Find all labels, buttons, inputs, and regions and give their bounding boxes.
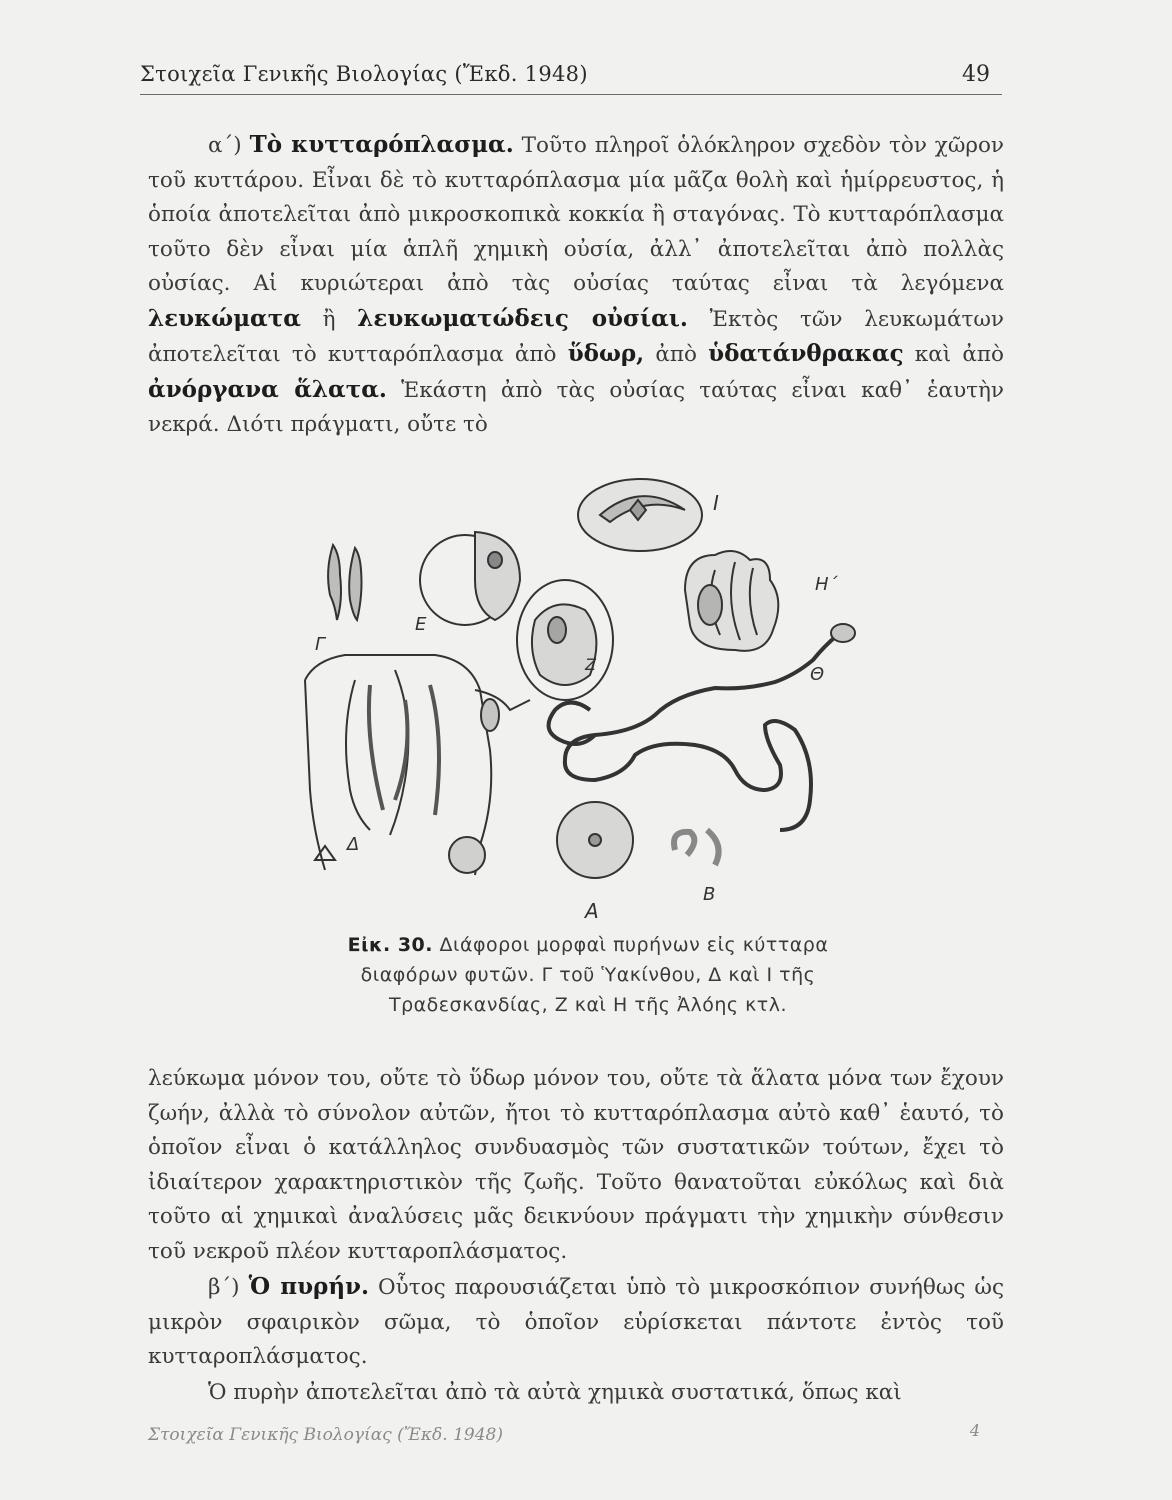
term-proteinaceous: λευκωματώδεις οὐσίαι. [357, 304, 688, 332]
section-b-text: Οὗτος παρουσιάζεται ὑπὸ τὸ μικροσκόπιον συνήθως ὡς μικρὸν σφαιρικὸν σῶμα, τὸ ὁποῖον εὑρίσκεται πάντοτε ἐντὸς τοῦ κυτταροπλάσματος. [148, 1275, 1004, 1369]
footer-title: Στοιχεῖα Γενικῆς Βιολογίας (Ἔκδ. 1948) [148, 1425, 503, 1445]
term-carbohydrates: ὑδατάνθρακας [708, 340, 904, 367]
paragraph-continuation [148, 1062, 1004, 1269]
section-a-heading: Τὸ κυτταρόπλασμα. [249, 131, 514, 158]
cell-H [685, 551, 839, 651]
figure-label-B: Β [703, 884, 716, 905]
signature-mark: 4 [969, 1421, 980, 1440]
term-water: ὕδωρ, [567, 340, 645, 367]
figure-nuclei-illustration [295, 470, 875, 925]
term-proteins: λευκώματα [148, 304, 301, 332]
last-paragraph-text: Ὁ πυρὴν ἀποτελεῖται ἀπὸ τὰ αὐτὰ χημικὰ συστατικά, ὅπως καὶ [208, 1380, 902, 1405]
cell-Delta [305, 655, 530, 875]
cell-Z [517, 580, 613, 700]
section-a-text-3: Ἐκτὸς τῶν λευκωμάτων ἀποτελεῖται τὸ κυτταρόπλασμα ἀπὸ [148, 306, 1004, 367]
cell-Gamma [315, 545, 362, 655]
figure-label-Delta: Δ [347, 834, 360, 855]
figure-caption [298, 930, 878, 1020]
cell-A [557, 802, 633, 923]
cell-B [674, 830, 719, 905]
figure-label-Z: Ζ [585, 655, 596, 674]
cell-drawing [295, 470, 875, 925]
figure-label-Gamma: Γ [315, 634, 326, 655]
running-header [140, 60, 1002, 95]
figure-caption-text: Διάφοροι μορφαὶ πυρήνων εἰς κύτταρα διαφόρων φυτῶν. Γ τοῦ Ὑακίνθου, Δ καὶ Ι τῆς Τραδεσκανδίας, Ζ καὶ Η τῆς Ἀλόης κτλ. [360, 934, 829, 1016]
section-a-label: α΄) [208, 133, 242, 158]
paragraph-nucleus-composition [148, 1376, 1004, 1411]
section-b-heading: Ὁ πυρήν. [248, 1273, 370, 1300]
term-salts: ἀνόργανα ἅλατα. [148, 375, 387, 403]
paragraph-cytoplasm [148, 128, 1004, 443]
continuation-text: λεύκωμα μόνον του, οὔτε τὸ ὕδωρ μόνον του, οὔτε τὰ ἅλατα μόνα των ἔχουν ζωήν, ἀλλὰ τὸ σύνολον αὐτῶν, ἤτοι τὸ κυτταρόπλασμα αὐτὸ καθ᾽ ἑαυτό, τὸ ὁποῖον εἶναι ὁ κατάλληλος συνδυασμὸς τῶν συστατικῶν τούτων, ἔχει τὸ ἰδιαίτερον χαρακτηριστικὸν τῆς ζωῆς. Τοῦτο θανατοῦται εὐκόλως καὶ διὰ τοῦτο αἱ χημικαὶ ἀναλύσεις μᾶς δεικνύουν πράγματι τὴν χημικὴν σύνθεσιν τοῦ νεκροῦ πλέον κυτταροπλάσματος. [148, 1066, 1004, 1264]
page-number: 49 [962, 62, 990, 87]
figure-label-Theta: Θ [810, 664, 825, 685]
figure-label-H: Η΄ [815, 574, 838, 595]
figure-label-I: Ι [713, 491, 719, 515]
figure-label-E: Ε [415, 614, 427, 635]
section-a-text-6: Ἑκάστη ἀπὸ τὰς οὐσίας ταύτας εἶναι καθ᾽ ἑαυτὴν νεκρά. Διότι πράγματι, οὔτε τὸ [148, 377, 1004, 437]
cell-I [578, 479, 719, 551]
running-footer [148, 1421, 988, 1455]
section-a-text-4: ἀπὸ [655, 342, 697, 367]
paragraph-nucleus [148, 1270, 1004, 1375]
section-a-text-1: Τοῦτο πληροῖ ὁλόκληρον σχεδὸν τὸν χῶρον τοῦ κυττάρου. Εἶναι δὲ τὸ κυτταρόπλασμα μία μᾶζα θολὴ καὶ ἡμίρρευστος, ἡ ὁποία ἀποτελεῖται ἀπὸ μικροσκοπικὰ κοκκία ἢ σταγόνας. Τὸ κυτταρόπλασμα τοῦτο δὲν εἶναι μία ἁπλῆ χημικὴ οὐσία, ἀλλ᾽ ἀποτελεῖται ἀπὸ πολλὰς οὐσίας. Αἱ κυριώτεραι ἀπὸ τὰς οὐσίας ταύτας εἶναι τὰ λεγόμενα [148, 133, 1005, 296]
cell-E [415, 532, 520, 635]
figure-caption-label: Εἰκ. 30. [347, 934, 433, 956]
running-header-title: Στοιχεῖα Γενικῆς Βιολογίας (Ἔκδ. 1948) [140, 62, 588, 86]
figure-label-A: Α [585, 899, 599, 923]
section-a-text-2: ἢ [322, 306, 336, 332]
section-b-label: β΄) [208, 1275, 240, 1300]
section-a-text-5: καὶ ἀπὸ [914, 342, 1004, 367]
